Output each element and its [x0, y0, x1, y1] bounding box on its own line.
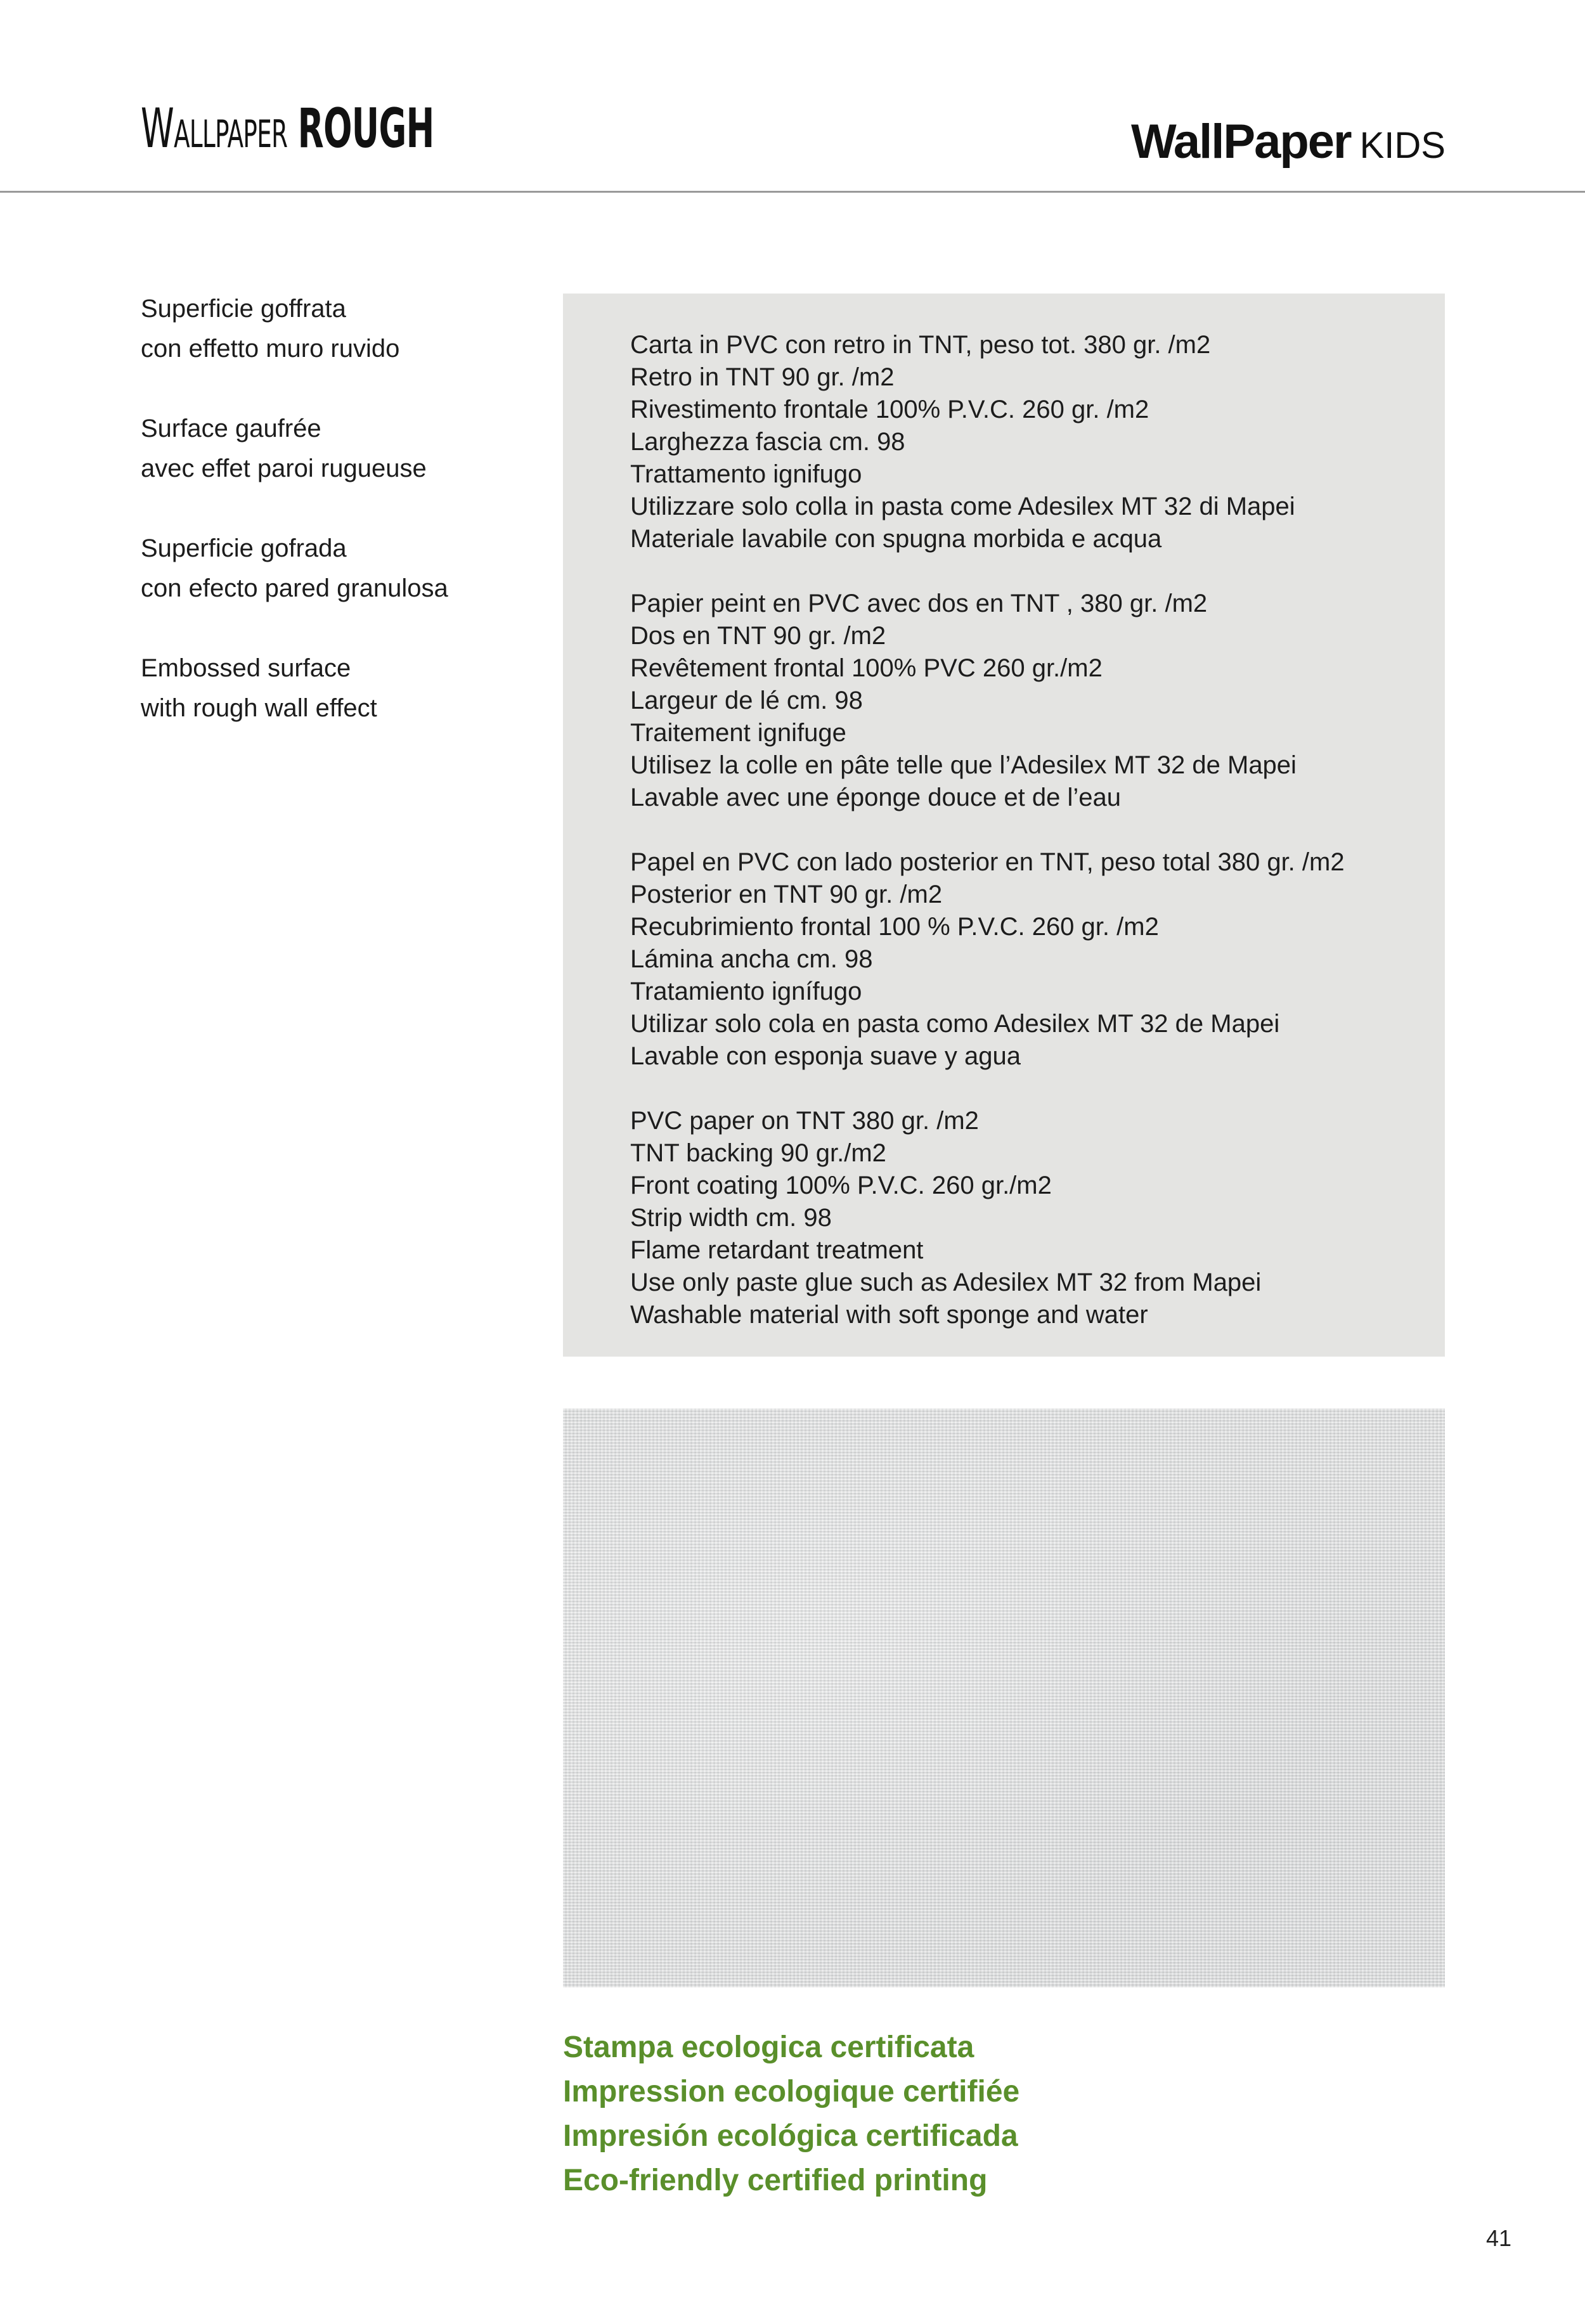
spec-line: Lámina ancha cm. 98: [630, 945, 873, 973]
spec-line: Retro in TNT 90 gr. /m2: [630, 363, 895, 391]
description-line: Embossed surface: [141, 654, 351, 682]
eco-line-french: Impression ecologique certifiée: [563, 2075, 1020, 2108]
specifications-panel: [563, 294, 1445, 1357]
spec-line: Larghezza fascia cm. 98: [630, 428, 905, 456]
spec-line: Trattamento ignifugo: [630, 460, 862, 488]
description-line: Surface gaufrée: [141, 415, 321, 442]
spec-line: Papel en PVC con lado posterior en TNT, peso total 380 gr. /m2: [630, 848, 1345, 876]
spec-italian: [630, 329, 1420, 555]
spec-line: Carta in PVC con retro in TNT, peso tot. 380 gr. /m2: [630, 331, 1211, 359]
eco-line-italian: Stampa ecologica certificata: [563, 2030, 974, 2064]
spec-spanish: [630, 846, 1420, 1073]
spec-line: Washable material with soft sponge and water: [630, 1301, 1148, 1329]
description-english: [141, 649, 534, 728]
eco-certification: [563, 2025, 1019, 2203]
description-french: [141, 409, 534, 489]
description-spanish: [141, 529, 534, 609]
eco-line-english: Eco-friendly certified printing: [563, 2164, 988, 2197]
spec-line: Dos en TNT 90 gr. /m2: [630, 622, 886, 650]
spec-line: Utilizzare solo colla in pasta come Adesilex MT 32 di Mapei: [630, 493, 1295, 520]
brand-logo: [1130, 115, 1446, 169]
catalog-title: [141, 97, 434, 160]
header-divider: [0, 191, 1585, 193]
spec-line: Utilizar solo cola en pasta como Adesilex MT 32 de Mapei: [630, 1010, 1280, 1038]
spec-line: Largeur de lé cm. 98: [630, 687, 863, 714]
brand-light: KIDS: [1359, 125, 1446, 166]
page-number: 41: [1485, 2225, 1511, 2251]
title-main: ROUGH: [297, 97, 434, 160]
spec-line: Lavable avec une éponge douce et de l’eau: [630, 784, 1121, 811]
spec-line: Utilisez la colle en pâte telle que l’Adesilex MT 32 de Mapei: [630, 751, 1297, 779]
description-line: con efecto pared granulosa: [141, 574, 448, 602]
description-line: con effetto muro ruvido: [141, 335, 400, 363]
spec-english: [630, 1105, 1420, 1331]
spec-french: [630, 588, 1420, 814]
spec-line: Strip width cm. 98: [630, 1204, 832, 1232]
spec-line: Traitement ignifuge: [630, 719, 846, 747]
brand-bold: WallPaper: [1130, 115, 1351, 169]
wallpaper-texture-sample: [563, 1409, 1445, 1987]
spec-line: Use only paste glue such as Adesilex MT 32 from Mapei: [630, 1269, 1262, 1296]
description-line: avec effet paroi rugueuse: [141, 455, 427, 482]
spec-line: Materiale lavabile con spugna morbida e acqua: [630, 525, 1162, 553]
spec-line: Front coating 100% P.V.C. 260 gr./m2: [630, 1172, 1052, 1199]
spec-line: PVC paper on TNT 380 gr. /m2: [630, 1107, 979, 1135]
description-italian: [141, 289, 534, 369]
spec-line: Posterior en TNT 90 gr. /m2: [630, 881, 943, 908]
spec-line: Flame retardant treatment: [630, 1236, 924, 1264]
spec-line: Papier peint en PVC avec dos en TNT , 380 gr. /m2: [630, 590, 1208, 617]
specifications-text: [630, 329, 1420, 1364]
spec-line: Tratamiento ignífugo: [630, 978, 862, 1005]
spec-line: Lavable con esponja suave y agua: [630, 1042, 1021, 1070]
spec-line: Rivestimento frontale 100% P.V.C. 260 gr. /m2: [630, 396, 1149, 423]
spec-line: Recubrimiento frontal 100 % P.V.C. 260 gr. /m2: [630, 913, 1159, 941]
eco-line-spanish: Impresión ecológica certificada: [563, 2119, 1018, 2153]
description-line: Superficie gofrada: [141, 534, 347, 562]
spec-line: TNT backing 90 gr./m2: [630, 1139, 886, 1167]
title-prefix: Wallpaper: [141, 97, 288, 160]
surface-descriptions: [141, 289, 534, 768]
spec-line: Revêtement frontal 100% PVC 260 gr./m2: [630, 654, 1103, 682]
description-line: Superficie goffrata: [141, 295, 346, 323]
description-line: with rough wall effect: [141, 694, 377, 722]
